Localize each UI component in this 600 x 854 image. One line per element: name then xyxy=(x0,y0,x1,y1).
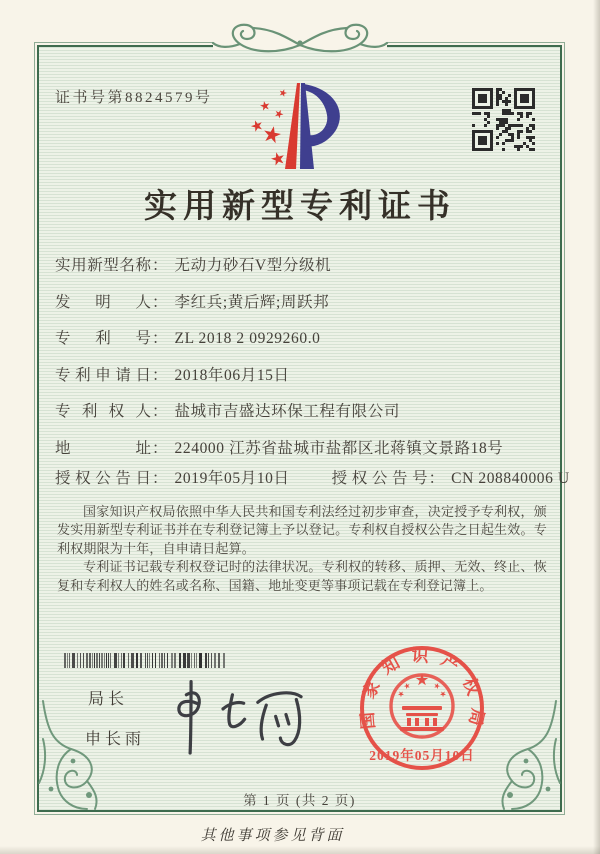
field-value: ZL 2018 2 0929260.0 xyxy=(174,330,321,347)
certificate-number: 证书号第8824579号 xyxy=(55,90,213,106)
commissioner-title: 局长 xyxy=(88,691,129,708)
back-note: 其他事项参见背面 xyxy=(200,828,345,844)
colon: ： xyxy=(428,470,445,487)
colon: ： xyxy=(152,403,168,420)
field-row-address xyxy=(55,436,503,456)
colon: ： xyxy=(152,330,168,347)
field-label: 地址 xyxy=(55,439,151,457)
field-value: 2018年06月15日 xyxy=(174,366,290,384)
field-value: 盐城市吉盛达环保工程有限公司 xyxy=(174,403,400,420)
qr-code xyxy=(472,88,535,151)
body-paragraph-1: 国家知识产权局依照中华人民共和国专利法经过初步审查，决定授予专利权，颁发实用新型专利证书并在专利登记簿上予以登记。专利权自授权公告之日起生效。专利权期限为十年，自申请日起算。 xyxy=(57,504,547,556)
field-label: 授权公告号 xyxy=(331,470,428,487)
corner-flourish-icon xyxy=(37,699,119,811)
cnipa-patent-logo-icon xyxy=(248,76,352,178)
colon: ： xyxy=(152,439,168,457)
seal-agency-text: 国家知识产权局 xyxy=(357,645,488,739)
field-label: 发明人 xyxy=(55,293,151,311)
grant-number xyxy=(332,466,570,488)
field-list xyxy=(55,253,503,472)
paper-edge-shadow xyxy=(593,0,600,854)
body-paragraph-2: 专利证书记载专利权登记时的法律状况。专利权的转移、质押、无效、终止、恢复和专利权人的姓名或名称、国籍、地址变更等事项记载在专利登记簿上。 xyxy=(57,559,547,593)
colon: ： xyxy=(152,257,168,274)
colon: ： xyxy=(152,470,168,487)
field-label: 专利权人 xyxy=(55,403,151,420)
grant-date xyxy=(55,466,290,488)
seal-date: 2019年05月10日 xyxy=(369,748,475,763)
field-value: 224000 江苏省盐城市盐都区北蒋镇文景路18号 xyxy=(174,439,504,457)
barcode-icon xyxy=(64,653,226,668)
field-row-patent-name xyxy=(55,253,503,273)
official-seal-icon xyxy=(350,636,498,788)
field-value: 无动力砂石V型分级机 xyxy=(174,257,332,274)
field-label: 授权公告日 xyxy=(55,470,151,487)
certificate-title: 实用新型专利证书 xyxy=(144,189,456,225)
field-row-patent-number xyxy=(55,326,503,346)
legal-text xyxy=(57,503,547,595)
paper-edge-shadow-bottom xyxy=(0,846,600,854)
top-flourish-icon xyxy=(185,18,415,60)
field-row-patentee xyxy=(55,399,503,419)
handwritten-signature-icon xyxy=(163,676,315,770)
svg-text:国家知识产权局 xyxy=(357,646,488,738)
colon: ： xyxy=(152,366,168,384)
field-value: 2019年05月10日 xyxy=(174,470,290,487)
grant-row xyxy=(55,466,570,488)
field-value: CN 208840006 U xyxy=(451,470,570,487)
field-value: 李红兵;黄后辉;周跃邦 xyxy=(174,293,330,311)
field-label: 专利申请日 xyxy=(55,366,151,384)
field-label: 专利号 xyxy=(55,330,151,347)
corner-flourish-icon xyxy=(480,699,562,811)
field-row-inventors xyxy=(55,290,503,310)
colon: ： xyxy=(152,293,168,311)
page-number: 第 1 页 (共 2 页) xyxy=(243,793,356,808)
field-label: 实用新型名称 xyxy=(55,257,151,274)
commissioner-name: 申长雨 xyxy=(85,731,146,748)
field-row-filing-date xyxy=(55,363,503,383)
